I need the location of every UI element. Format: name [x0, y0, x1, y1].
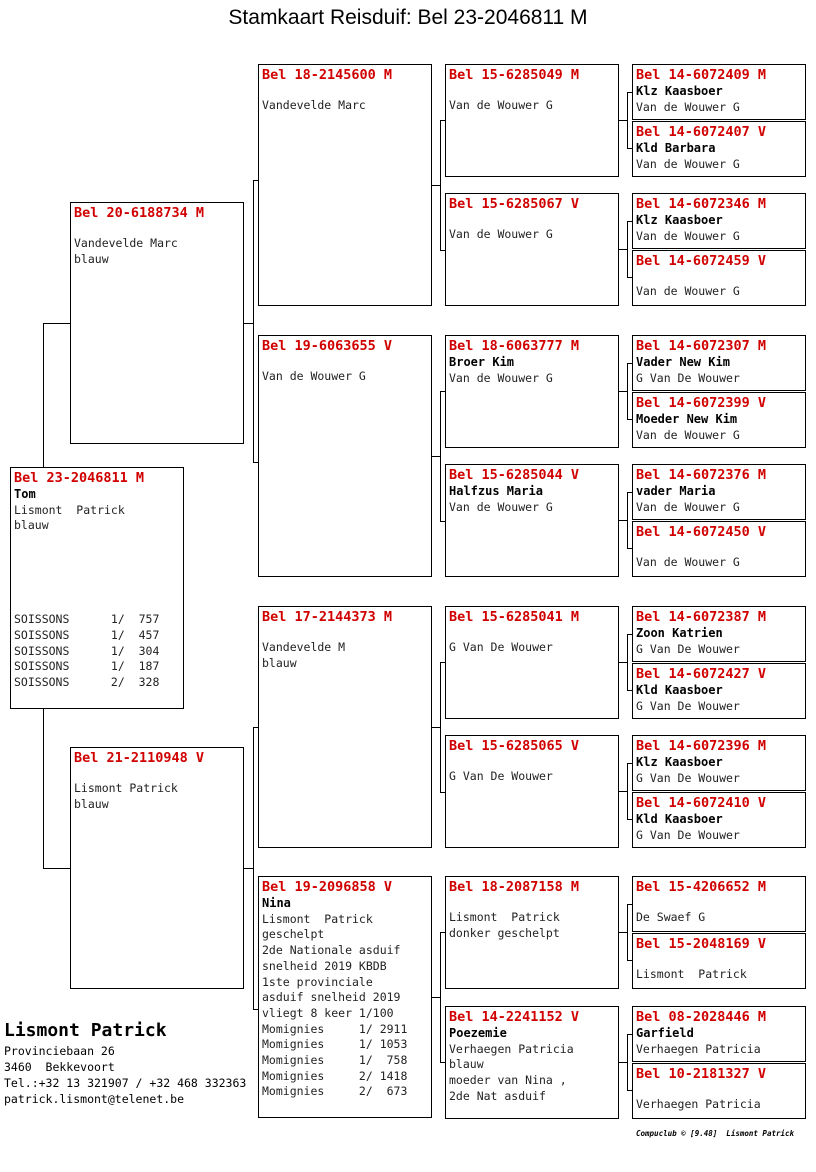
ring-number: Bel 15-2048169 V: [636, 936, 767, 952]
breeder: G Van De Wouwer: [636, 770, 740, 785]
ring-number: Bel 14-6072396 M: [636, 738, 767, 754]
connector-line: [432, 997, 440, 998]
connector-line: [253, 462, 258, 463]
ggp-box-3: [445, 335, 619, 448]
info-line: geschelpt: [262, 927, 325, 942]
breeder: Lismont Patrick: [14, 502, 125, 517]
color: blauw: [74, 796, 109, 811]
result-line: Momignies 1/ 758: [262, 1053, 408, 1068]
ring-number: Bel 14-6072409 M: [636, 67, 767, 83]
connector-line: [244, 323, 253, 324]
breeder: Verhaegen Patricia: [636, 1097, 761, 1111]
pigeon-name: Klz Kaasboer: [636, 84, 723, 98]
gen4-box-3: [632, 193, 806, 249]
connector-line: [440, 932, 445, 933]
ggp-box-4: [445, 464, 619, 577]
connector-line: [627, 763, 628, 820]
ring-number: Bel 08-2028446 M: [636, 1009, 767, 1025]
ring-number: Bel 20-6188734 M: [74, 205, 205, 221]
connector-line: [440, 391, 445, 392]
result-line: Momignies 1/ 2911: [262, 1021, 408, 1036]
gen4-box-16: [632, 1063, 806, 1119]
owner-email: patrick.lismont@telenet.be: [4, 1092, 185, 1106]
breeder: Van de Wouwer G: [262, 369, 366, 383]
connector-line: [627, 277, 632, 278]
pigeon-name: Zoon Katrien: [636, 626, 723, 640]
info-line: asduif snelheid 2019: [262, 990, 401, 1005]
gen4-box-13: [632, 876, 806, 932]
gen4-box-12: [632, 792, 806, 848]
connector-line: [627, 221, 632, 222]
result-line: Momignies 2/ 1418: [262, 1068, 408, 1083]
breeder: Vandevelde Marc: [262, 98, 366, 112]
gen4-box-5: [632, 335, 806, 391]
connector-line: [432, 185, 440, 186]
pigeon-name: Kld Kaasboer: [636, 683, 723, 697]
pigeon-name: Kld Barbara: [636, 141, 716, 155]
connector-line: [253, 727, 254, 1009]
result-line: SOISSONS 1/ 187: [14, 659, 160, 674]
ring-number: Bel 14-6072387 M: [636, 609, 767, 625]
result-line: SOISSONS 1/ 304: [14, 643, 160, 658]
connector-line: [440, 391, 441, 521]
owner-info: [4, 1019, 254, 1107]
pigeon-name: Halfzus Maria: [449, 484, 543, 498]
owner-address: Provinciebaan 26: [4, 1044, 115, 1058]
ring-number: Bel 19-2096858 V: [262, 879, 393, 895]
pigeon-name: Klz Kaasboer: [636, 213, 723, 227]
breeder: Van de Wouwer G: [636, 228, 740, 243]
ring-number: Bel 14-6072427 V: [636, 666, 767, 682]
ring-number: Bel 15-4206652 M: [636, 879, 767, 895]
connector-line: [627, 690, 632, 691]
connector-line: [43, 323, 44, 467]
ggp-box-2: [445, 193, 619, 306]
ring-number: Bel 15-6285041 M: [449, 609, 580, 625]
owner-name: Lismont Patrick: [4, 1020, 167, 1041]
gen4-box-14: [632, 933, 806, 989]
breeder: G Van De Wouwer: [636, 370, 740, 385]
connector-line: [619, 520, 627, 521]
info-line: Lismont Patrick: [262, 911, 373, 926]
connector-line: [619, 1062, 627, 1063]
breeder: Vandevelde Marc: [74, 236, 178, 250]
ggp-box-7: [445, 876, 619, 989]
connector-line: [627, 1034, 632, 1035]
pigeon-name: Tom: [14, 487, 36, 501]
connector-line: [627, 904, 632, 905]
ggp-box-5: [445, 606, 619, 719]
connector-line: [627, 148, 632, 149]
connector-line: [619, 662, 627, 663]
ggp-box-8: [445, 1006, 619, 1119]
ring-number: Bel 14-6072376 M: [636, 467, 767, 483]
ring-number: Bel 14-6072407 V: [636, 124, 767, 140]
connector-line: [627, 763, 632, 764]
gen4-box-2: [632, 121, 806, 177]
connector-line: [440, 250, 445, 251]
pigeon-name: Moeder New Kim: [636, 412, 738, 426]
ring-number: Bel 14-6072450 V: [636, 524, 767, 540]
breeder: Lismont Patrick: [449, 910, 560, 924]
breeder: Van de Wouwer G: [449, 227, 553, 241]
color: blauw: [14, 518, 49, 533]
ring-number: Bel 14-6072399 V: [636, 395, 767, 411]
result-line: SOISSONS 1/ 757: [14, 612, 160, 627]
footer-credit: Compuclub © [9.48] Lismont Patrick: [636, 1129, 795, 1138]
ring-number: Bel 15-6285067 V: [449, 196, 580, 212]
color: blauw: [262, 655, 297, 670]
connector-line: [627, 492, 632, 493]
connector-line: [440, 932, 441, 1062]
gen4-box-11: [632, 735, 806, 791]
result-line: Momignies 2/ 673: [262, 1084, 408, 1099]
info-line: moeder van Nina ,: [449, 1073, 567, 1088]
ring-number: Bel 18-2145600 M: [262, 67, 393, 83]
ring-number: Bel 14-2241152 V: [449, 1009, 580, 1025]
connector-line: [627, 634, 632, 635]
ring-number: Bel 19-6063655 V: [262, 338, 393, 354]
breeder: Van de Wouwer G: [636, 99, 740, 114]
mother-box: [70, 747, 244, 989]
ggp-box-1: [445, 64, 619, 177]
connector-line: [627, 221, 628, 278]
connector-line: [440, 120, 441, 250]
gen4-box-10: [632, 663, 806, 719]
owner-city: 3460 Bekkevoort: [4, 1060, 115, 1074]
connector-line: [627, 363, 628, 420]
breeder: G Van De Wouwer: [636, 641, 740, 656]
ring-number: Bel 18-6063777 M: [449, 338, 580, 354]
connector-line: [440, 662, 445, 663]
pigeon-name: Broer Kim: [449, 355, 515, 369]
result-line: SOISSONS 1/ 457: [14, 627, 160, 642]
ring-number: Bel 17-2144373 M: [262, 609, 393, 625]
connector-line: [440, 521, 445, 522]
breeder: Van de Wouwer G: [636, 499, 740, 514]
connector-line: [627, 960, 632, 961]
ring-number: Bel 21-2110948 V: [74, 750, 205, 766]
info-line: 2de Nat asduif: [449, 1088, 546, 1103]
pigeon-name: Garfield: [636, 1026, 694, 1040]
pigeon-name: Klz Kaasboer: [636, 755, 723, 769]
color: donker geschelpt: [449, 925, 560, 940]
connector-line: [627, 904, 628, 961]
connector-line: [619, 391, 627, 392]
connector-line: [627, 548, 632, 549]
father-box: [70, 202, 244, 444]
breeder: Van de Wouwer G: [636, 427, 740, 442]
connector-line: [627, 492, 628, 549]
info-line: snelheid 2019 KBDB: [262, 958, 387, 973]
color: blauw: [449, 1057, 484, 1072]
result-line: Momignies 1/ 1053: [262, 1037, 408, 1052]
connector-line: [619, 932, 627, 933]
ggp-box-6: [445, 735, 619, 848]
connector-line: [432, 727, 440, 728]
connector-line: [43, 868, 70, 869]
connector-line: [619, 120, 627, 121]
grandfather-maternal-box: [258, 606, 432, 848]
ring-number: Bel 14-6072410 V: [636, 795, 767, 811]
breeder: G Van De Wouwer: [449, 769, 553, 783]
connector-line: [253, 727, 258, 728]
breeder: Van de Wouwer G: [636, 555, 740, 569]
breeder: Van de Wouwer G: [636, 284, 740, 298]
pigeon-name: Kld Kaasboer: [636, 812, 723, 826]
connector-line: [627, 634, 628, 691]
color: blauw: [74, 251, 109, 266]
breeder: Van de Wouwer G: [449, 98, 553, 112]
connector-line: [43, 709, 44, 868]
breeder: Verhaegen Patricia: [449, 1041, 574, 1056]
connector-line: [619, 249, 627, 250]
ring-number: Bel 14-6072346 M: [636, 196, 767, 212]
connector-line: [440, 1062, 445, 1063]
connector-line: [627, 1090, 632, 1091]
grandmother-maternal-box: [258, 876, 432, 1118]
gen4-box-15: [632, 1006, 806, 1062]
breeder: Vandevelde M: [262, 640, 346, 654]
connector-line: [627, 819, 632, 820]
ring-number: Bel 14-6072307 M: [636, 338, 767, 354]
connector-line: [627, 92, 628, 149]
gen4-box-9: [632, 606, 806, 662]
result-line: SOISSONS 2/ 328: [14, 674, 160, 689]
connector-line: [627, 363, 632, 364]
connector-line: [619, 791, 627, 792]
info-line: vliegt 8 keer 1/100: [262, 1005, 394, 1020]
gen4-box-1: [632, 64, 806, 120]
gen4-box-6: [632, 392, 806, 448]
pigeon-name: Vader New Kim: [636, 355, 730, 369]
page-title: Stamkaart Reisduif: Bel 23-2046811 M: [228, 6, 588, 29]
connector-line: [627, 419, 632, 420]
info-line: 2de Nationale asduif: [262, 943, 401, 958]
ring-number: Bel 15-6285049 M: [449, 67, 580, 83]
connector-line: [440, 120, 445, 121]
ring-number: Bel 18-2087158 M: [449, 879, 580, 895]
connector-line: [253, 180, 258, 181]
gen4-box-4: [632, 250, 806, 306]
breeder: Lismont Patrick: [74, 781, 178, 795]
breeder: Lismont Patrick: [636, 967, 747, 981]
connector-line: [627, 92, 632, 93]
connector-line: [253, 180, 254, 462]
ring-number: Bel 15-6285044 V: [449, 467, 580, 483]
ring-number: Bel 23-2046811 M: [14, 470, 145, 486]
connector-line: [440, 792, 445, 793]
grandmother-paternal-box: [258, 335, 432, 577]
connector-line: [253, 1009, 258, 1010]
grandfather-paternal-box: [258, 64, 432, 306]
breeder: G Van De Wouwer: [636, 827, 740, 842]
breeder: G Van De Wouwer: [636, 698, 740, 713]
breeder: Van de Wouwer G: [449, 499, 553, 514]
breeder: Van de Wouwer G: [636, 156, 740, 171]
subject-box: [10, 467, 184, 709]
owner-phone: Tel.:+32 13 321907 / +32 468 332363: [4, 1076, 247, 1090]
connector-line: [432, 456, 440, 457]
breeder: Van de Wouwer G: [449, 370, 553, 385]
ring-number: Bel 15-6285065 V: [449, 738, 580, 754]
connector-line: [627, 1034, 628, 1091]
info-line: 1ste provinciale: [262, 974, 373, 989]
ring-number: Bel 14-6072459 V: [636, 253, 767, 269]
ring-number: Bel 10-2181327 V: [636, 1066, 767, 1082]
connector-line: [43, 323, 70, 324]
pigeon-name: Poezemie: [449, 1026, 507, 1040]
gen4-box-8: [632, 521, 806, 577]
connector-line: [244, 868, 253, 869]
connector-line: [440, 662, 441, 792]
pigeon-name: vader Maria: [636, 484, 716, 498]
pigeon-name: Nina: [262, 896, 291, 910]
gen4-box-7: [632, 464, 806, 520]
breeder: De Swaef G: [636, 910, 706, 924]
breeder: G Van De Wouwer: [449, 640, 553, 654]
breeder: Verhaegen Patricia: [636, 1041, 761, 1056]
